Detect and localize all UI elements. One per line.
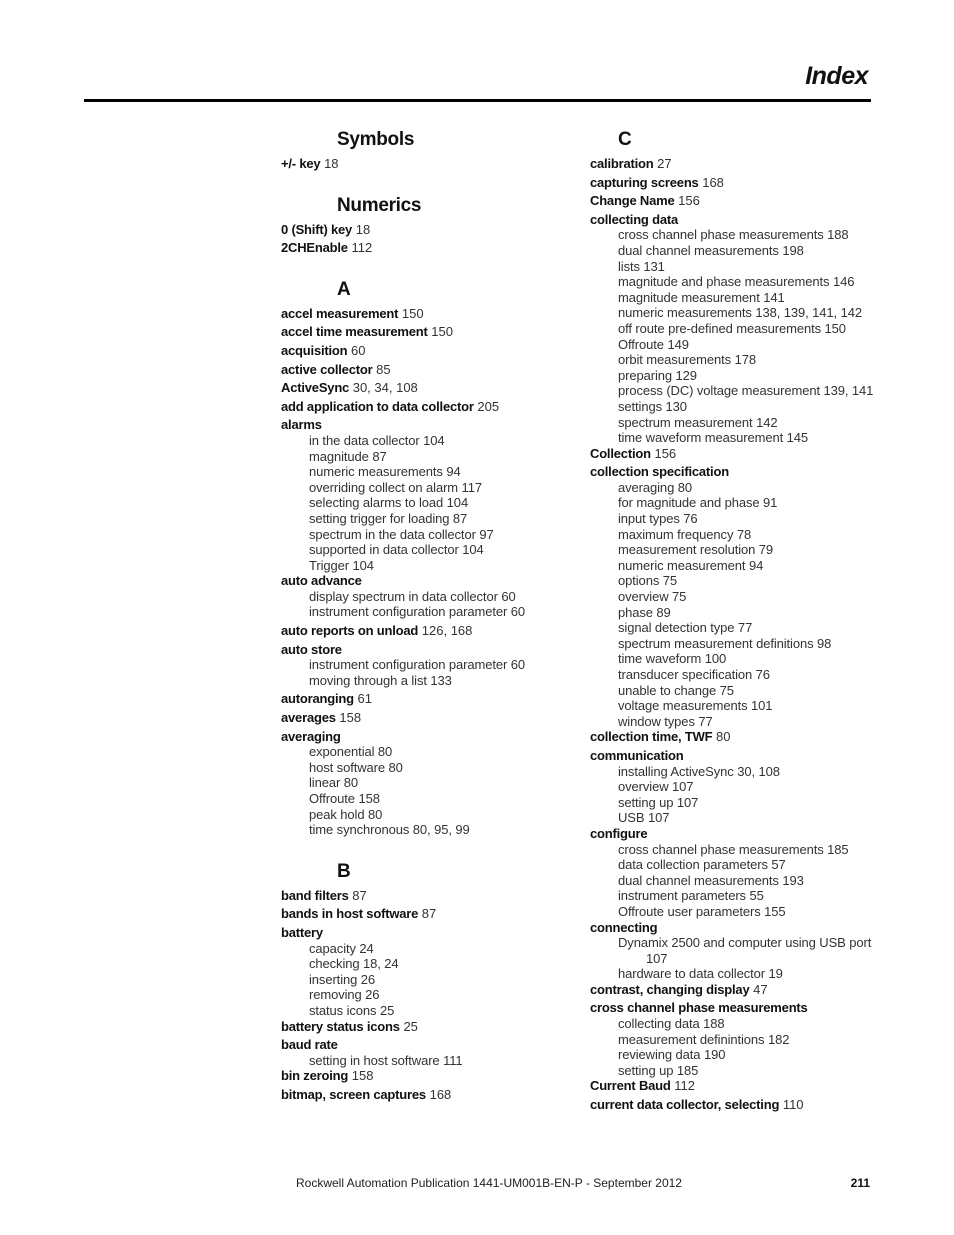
index-subentry: time waveform 100 [618, 651, 727, 667]
index-entry [590, 748, 880, 764]
index-subentry: setting up 107 [618, 794, 699, 810]
index-term: collecting data [590, 211, 679, 227]
index-subentry: window types 77 [618, 713, 713, 729]
index-subentry: peak hold 80 [309, 806, 383, 822]
section-heading: B [337, 860, 351, 882]
index-term: autoranging [281, 691, 354, 707]
index-term: Collection [590, 445, 651, 461]
index-entry [281, 222, 571, 238]
index-subentry: host software 80 [309, 759, 403, 775]
index-subentry: 107 [646, 950, 668, 966]
index-term: collection time, TWF [590, 729, 713, 745]
index-pages: 18 [324, 156, 339, 171]
index-pages: 30, 34, 108 [352, 380, 418, 396]
index-pages: 156 [654, 445, 677, 461]
index-entry [281, 380, 571, 396]
index-subentry: off route pre-defined measurements 150 [618, 320, 846, 336]
index-subentry: spectrum measurement 142 [618, 414, 778, 430]
section-heading: C [618, 129, 632, 150]
index-entry [590, 1000, 880, 1016]
index-entry [281, 324, 571, 340]
index-entry [281, 156, 571, 172]
index-entry [590, 156, 880, 172]
index-entry [590, 920, 880, 936]
index-subentry: magnitude 87 [309, 448, 387, 464]
section-spacer [281, 838, 571, 860]
index-subentry: orbit measurements 178 [618, 352, 756, 368]
index-subentry: time waveform measurement 145 [618, 430, 809, 446]
index-entry [281, 1068, 571, 1084]
index-subentry: process (DC) voltage measurement 139, 141 [618, 383, 874, 399]
section-spacer [281, 172, 571, 194]
index-term: bands in host software [281, 906, 419, 922]
index-term: communication [590, 747, 684, 763]
index-pages: 168 [429, 1086, 452, 1102]
index-entry [281, 710, 571, 726]
index-term: acquisition [281, 342, 348, 358]
index-subentry: numeric measurements 94 [309, 464, 461, 480]
index-pages: 150 [401, 305, 424, 321]
index-pages: 80 [716, 729, 731, 745]
index-entry [281, 888, 571, 904]
index-entry [281, 399, 571, 415]
index-subentry: installing ActiveSync 30, 108 [618, 763, 780, 779]
index-term: +/- key [281, 156, 321, 171]
section-heading: Symbols [337, 129, 415, 150]
index-pages: 87 [352, 887, 367, 903]
index-entry [281, 573, 571, 589]
index-entry [590, 729, 880, 745]
index-term: ActiveSync [281, 380, 350, 396]
index-subentry: status icons 25 [309, 1002, 395, 1018]
index-entry [281, 623, 571, 639]
index-subentry: signal detection type 77 [618, 620, 753, 636]
index-term: capturing screens [590, 174, 699, 190]
index-subentry: overriding collect on alarm 117 [309, 479, 482, 495]
index-term: add application to data collector [281, 398, 474, 414]
page-title: Index [805, 62, 868, 90]
section-heading: A [337, 278, 351, 300]
title-rule [84, 99, 871, 102]
index-term: Change Name [590, 193, 675, 209]
index-subentry: voltage measurements 101 [618, 698, 773, 714]
index-subentry: setting in host software 111 [309, 1052, 463, 1068]
index-subentry: Trigger 104 [309, 557, 374, 573]
index-column-left [281, 128, 571, 1103]
index-subentry: dual channel measurements 198 [618, 242, 804, 258]
index-subentry: USB 107 [618, 810, 670, 826]
index-term: active collector [281, 361, 373, 377]
index-entry [281, 1037, 571, 1053]
index-pages: 205 [477, 398, 500, 414]
index-pages: 158 [339, 710, 362, 726]
index-pages: 27 [657, 156, 672, 171]
index-entry [590, 1097, 880, 1113]
index-column-right [590, 128, 880, 1113]
index-entry [281, 240, 571, 256]
index-subentry: hardware to data collector 19 [618, 966, 783, 982]
index-pages: 110 [782, 1097, 804, 1113]
index-subentry: collecting data 188 [618, 1016, 725, 1032]
index-subentry: data collection parameters 57 [618, 857, 786, 873]
index-pages: 112 [351, 240, 373, 256]
index-pages: 18 [355, 221, 371, 237]
index-subentry: setting up 185 [618, 1062, 699, 1078]
index-entry [590, 193, 880, 209]
index-term: accel measurement [281, 305, 399, 321]
index-subentry: Offroute user parameters 155 [618, 903, 786, 919]
index-entry [281, 362, 571, 378]
footer-publication: Rockwell Automation Publication 1441-UM001B-EN-P - September 2012 [296, 1176, 682, 1190]
section-heading: Numerics [337, 194, 422, 216]
index-term: band filters [281, 887, 349, 903]
index-term: alarms [281, 417, 322, 433]
index-pages: 25 [403, 1018, 418, 1034]
index-term: Current Baud [590, 1078, 671, 1094]
index-pages: 168 [702, 174, 724, 190]
index-term: 2CHEnable [281, 240, 348, 256]
index-subentry: unable to change 75 [618, 682, 734, 698]
index-subentry: display spectrum in data collector 60 [309, 588, 516, 604]
index-subentry: numeric measurement 94 [618, 557, 764, 573]
index-entry [281, 306, 571, 322]
index-entry [281, 729, 571, 745]
index-entry [281, 417, 571, 433]
index-term: accel time measurement [281, 324, 428, 340]
index-subentry: options 75 [618, 573, 677, 589]
index-subentry: spectrum in the data collector 97 [309, 526, 494, 542]
index-subentry: overview 107 [618, 779, 694, 795]
index-entry [590, 212, 880, 228]
index-entry [281, 642, 571, 658]
page-number: 211 [850, 1176, 870, 1190]
index-pages: 156 [678, 193, 700, 209]
index-entry [590, 1078, 880, 1094]
index-pages: 47 [753, 981, 768, 997]
index-subentry: instrument configuration parameter 60 [309, 657, 525, 673]
index-subentry: settings 130 [618, 398, 687, 414]
index-subentry: Offroute 158 [309, 791, 380, 806]
index-subentry: removing 26 [309, 987, 380, 1003]
section-spacer [281, 256, 571, 278]
index-subentry: time synchronous 80, 95, 99 [309, 822, 470, 838]
index-term: battery status icons [281, 1018, 400, 1034]
index-subentry: maximum frequency 78 [618, 526, 752, 542]
index-entry [590, 446, 880, 462]
index-pages: 61 [357, 691, 372, 707]
index-subentry: setting trigger for loading 87 [309, 510, 468, 526]
index-subentry: lists 131 [618, 258, 665, 274]
index-entry [281, 925, 571, 941]
index-subentry: input types 76 [618, 511, 698, 527]
index-pages: 112 [674, 1078, 696, 1094]
index-term: bin zeroing [281, 1068, 349, 1084]
index-subentry: magnitude measurement 141 [618, 289, 785, 305]
index-subentry: preparing 129 [618, 367, 697, 383]
index-subentry: magnitude and phase measurements 146 [618, 274, 855, 290]
index-entry [590, 464, 880, 480]
index-subentry: transducer specification 76 [618, 667, 770, 682]
index-entry [590, 175, 880, 191]
index-entry [281, 691, 571, 707]
index-subentry: instrument configuration parameter 60 [309, 604, 525, 620]
index-subentry: linear 80 [309, 775, 358, 791]
index-subentry: averaging 80 [618, 479, 692, 495]
index-subentry: phase 89 [618, 604, 671, 620]
index-entry [590, 826, 880, 842]
index-subentry: cross channel phase measurements 188 [618, 227, 849, 243]
index-subentry: supported in data collector 104 [309, 542, 484, 558]
index-term: averages [281, 710, 336, 726]
index-term: averaging [281, 728, 341, 744]
index-subentry: capacity 24 [309, 940, 374, 956]
index-term: connecting [590, 919, 658, 935]
index-subentry: reviewing data 190 [618, 1047, 726, 1063]
index-subentry: Dynamix 2500 and computer using USB port [618, 935, 872, 951]
index-subentry: dual channel measurements 193 [618, 872, 804, 888]
index-term: collection specification [590, 464, 729, 480]
index-subentry: measurement definintions 182 [618, 1031, 790, 1047]
index-term: cross channel phase measurements [590, 1000, 808, 1016]
index-term: configure [590, 825, 648, 841]
index-term: baud rate [281, 1037, 338, 1053]
index-entry [590, 982, 880, 998]
index-subentry: checking 18, 24 [309, 956, 399, 972]
index-pages: 158 [351, 1068, 374, 1084]
index-subentry: for magnitude and phase 91 [618, 495, 778, 511]
index-subentry: numeric measurements 138, 139, 141, 142 [618, 305, 862, 321]
index-entry [281, 906, 571, 922]
index-entry [281, 1087, 571, 1103]
index-term: current data collector, selecting [590, 1097, 780, 1113]
index-term: calibration [590, 156, 654, 171]
index-subentry: Offroute 149 [618, 336, 689, 352]
index-subentry: moving through a list 133 [309, 672, 452, 688]
index-subentry: instrument parameters 55 [618, 888, 764, 904]
index-pages: 85 [376, 361, 391, 377]
index-term: auto reports on unload [281, 623, 419, 639]
index-entry [281, 1019, 571, 1035]
index-term: contrast, changing display [590, 981, 750, 997]
index-subentry: in the data collector 104 [309, 432, 445, 448]
index-term: auto store [281, 641, 342, 657]
index-pages: 150 [431, 324, 453, 340]
index-subentry: exponential 80 [309, 744, 393, 760]
index-subentry: spectrum measurement definitions 98 [618, 635, 832, 651]
index-term: auto advance [281, 573, 362, 589]
index-subentry: selecting alarms to load 104 [309, 495, 469, 511]
index-entry [281, 343, 571, 359]
index-term: 0 (Shift) key [281, 221, 353, 237]
index-subentry: overview 75 [618, 589, 687, 605]
index-pages: 87 [421, 906, 437, 922]
index-pages: 60 [351, 342, 366, 358]
index-subentry: cross channel phase measurements 185 [618, 841, 849, 857]
index-subentry: inserting 26 [309, 971, 376, 987]
index-term: bitmap, screen captures [281, 1086, 426, 1102]
index-subentry: measurement resolution 79 [618, 542, 774, 558]
index-term: battery [281, 924, 323, 940]
index-pages: 126, 168 [421, 623, 473, 639]
